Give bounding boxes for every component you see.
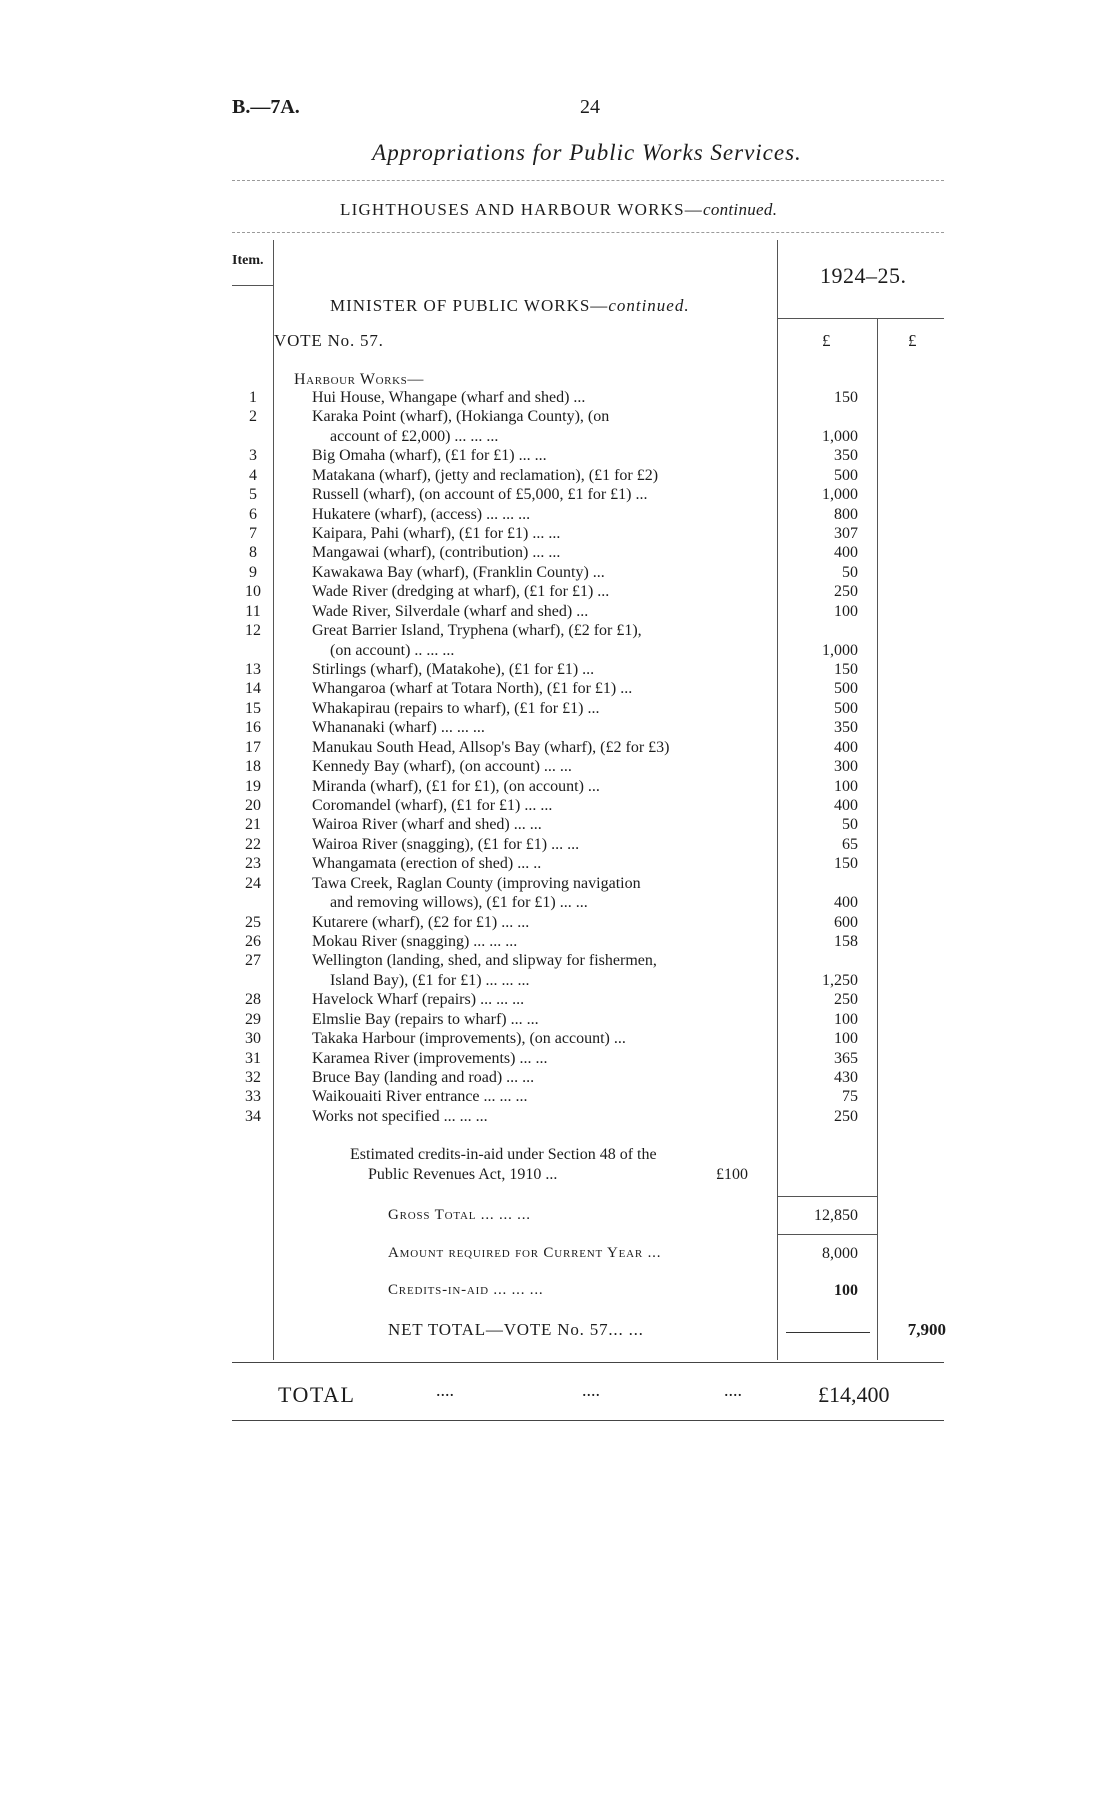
item-amount: 250 [834,1107,858,1125]
item-description: Island Bay), (£1 for £1) ... ... ... [330,971,530,989]
item-number: 4 [249,466,257,484]
item-amount: 400 [834,544,858,562]
grand-total-amount: £14,400 [818,1382,890,1407]
item-number: 6 [249,505,257,523]
item-number: 18 [245,758,261,776]
item-number: 29 [245,1010,261,1028]
item-number: 19 [245,777,261,795]
item-amount: 400 [834,738,858,756]
total-label: TOTAL [278,1382,356,1407]
item-number: 34 [245,1107,261,1125]
item-amount: 365 [834,1049,858,1067]
item-header-underline [232,285,274,286]
item-number: 2 [249,408,257,426]
item-description: Whakapirau (repairs to wharf), (£1 for £1) ... [312,699,600,717]
item-amount: 430 [834,1069,858,1087]
item-amount: 150 [834,855,858,873]
amount-unit-pounds: £ [822,331,831,350]
item-description: Wairoa River (wharf and shed) ... ... [312,816,542,834]
item-number: 10 [245,583,261,601]
amount-required-value: 8,000 [822,1245,858,1262]
minister-heading-main: MINISTER OF PUBLIC WORKS— [330,296,609,315]
item-amount: 500 [834,466,858,484]
item-amount: 75 [842,1088,858,1106]
item-description: Takaka Harbour (improvements), (on account) ... [312,1030,626,1048]
year-header-underline [777,318,944,319]
item-description: Havelock Wharf (repairs) ... ... ... [312,991,525,1009]
item-description: Coromandel (wharf), (£1 for £1) ... ... [312,797,553,815]
gross-total-label: Gross Total ... ... ... [388,1207,531,1223]
item-number: 26 [245,933,261,951]
total-dots-1: .... [436,1380,454,1400]
item-number: 20 [245,797,261,815]
item-description: Matakana (wharf), (jetty and reclamation), (£1 for £2) [312,466,659,484]
item-amount: 800 [834,505,858,523]
title-divider [232,180,944,181]
section-heading-continued: continued. [702,200,778,219]
estimate-amount: £100 [716,1166,748,1183]
net-total-label: NET TOTAL—VOTE No. 57... ... [388,1320,644,1339]
total-bottom-rule [232,1420,944,1421]
item-description: Tawa Creek, Raglan County (improving navigation [312,874,641,892]
item-amount: 1,250 [822,971,858,989]
item-amount: 100 [834,777,858,795]
minister-heading-continued: continued. [608,296,690,315]
item-amount: 307 [834,525,858,542]
item-description: Wade River (dredging at wharf), (£1 for £1) ... [312,583,610,601]
item-description: Great Barrier Island, Tryphena (wharf), (£2 for £1), [312,622,642,640]
item-description: Whangaroa (wharf at Totara North), (£1 for £1) ... [312,680,633,698]
item-amount: 300 [834,758,858,776]
item-amount: 250 [834,991,858,1009]
section-divider [232,232,944,233]
total-unit-pounds: £ [908,331,917,350]
item-number: 31 [245,1049,261,1067]
item-description: Wellington (landing, shed, and slipway for fishermen, [312,952,657,970]
item-amount: 100 [834,602,858,620]
year-column-header: 1924–25. [820,263,907,288]
item-description: Bruce Bay (landing and road) ... ... [312,1069,535,1087]
total-dots-2: .... [582,1380,600,1400]
item-column-rule [273,240,274,1360]
item-description: Wairoa River (snagging), (£1 for £1) ... ... [312,835,580,853]
section-heading-main: LIGHTHOUSES AND HARBOUR WORKS— [340,200,703,219]
item-number: 23 [245,855,261,873]
item-amount: 100 [834,1030,858,1048]
item-number: 13 [245,661,261,679]
description-column-rule [777,240,778,1360]
item-description: Waikouaiti River entrance ... ... ... [312,1088,528,1106]
item-number: 9 [249,563,257,581]
item-amount: 400 [834,797,858,815]
item-amount: 500 [834,699,858,717]
item-number: 21 [245,816,261,834]
item-description: Elmslie Bay (repairs to wharf) ... ... [312,1010,539,1028]
item-description: Kutarere (wharf), (£2 for £1) ... ... [312,913,530,931]
item-amount: 250 [834,583,858,601]
item-number: 12 [245,622,261,640]
item-description: Miranda (wharf), (£1 for £1), (on account) ... [312,777,600,795]
item-description: Mokau River (snagging) ... ... ... [312,933,518,951]
item-amount: 350 [834,447,858,465]
amount-column-rule [877,318,878,1360]
item-number: 14 [245,680,261,698]
page-number: 24 [580,96,600,118]
item-amount: 50 [842,816,858,834]
item-description: Hukatere (wharf), (access) ... ... ... [312,505,531,523]
credits-in-aid-amount: 100 [834,1282,858,1299]
total-top-rule [232,1362,944,1363]
item-number: 28 [245,991,261,1009]
item-number: 11 [245,602,261,620]
item-description: (on account) .. ... ... [330,641,455,659]
item-description: Big Omaha (wharf), (£1 for £1) ... ... [312,447,547,465]
item-description: Manukau South Head, Allsop's Bay (wharf), (£2 for £3) [312,738,670,756]
item-amount: 150 [834,661,858,679]
item-amount: 100 [834,1010,858,1028]
item-number: 5 [249,486,257,504]
item-number: 15 [245,699,261,717]
item-amount: 150 [834,389,858,406]
item-description: Whangamata (erection of shed) ... .. [312,855,542,873]
item-amount: 65 [842,835,858,853]
item-description: Works not specified ... ... ... [312,1107,488,1125]
item-description: Stirlings (wharf), (Matakohe), (£1 for £1) ... [312,661,595,679]
net-total-dash [786,1332,870,1333]
item-amount: 1,000 [822,486,858,504]
item-number: 25 [245,913,261,931]
item-description: Wade River, Silverdale (wharf and shed) ... [312,602,589,620]
item-number: 24 [245,874,261,892]
item-number: 27 [245,952,261,970]
item-number: 8 [249,544,257,562]
item-amount: 600 [834,913,858,931]
item-description: Mangawai (wharf), (contribution) ... ... [312,544,561,562]
document-reference: B.—7A. [232,96,300,118]
item-number: 33 [245,1088,261,1106]
section-heading [340,200,777,220]
item-number: 1 [249,389,257,406]
gross-total-rule [777,1196,877,1197]
item-column-header: Item. [232,253,264,268]
item-description: Karamea River (improvements) ... ... [312,1049,548,1067]
item-description: Whananaki (wharf) ... ... ... [312,719,485,737]
item-amount: 158 [834,933,858,951]
estimate-note-line2: Public Revenues Act, 1910 ... [368,1166,558,1183]
item-description: Hui House, Whangape (wharf and shed) ... [312,389,586,406]
item-description: Kennedy Bay (wharf), (on account) ... ... [312,758,572,776]
vote-number: VOTE No. 57. [274,331,384,350]
item-number: 17 [245,738,261,756]
item-number: 7 [249,525,257,542]
item-amount: 400 [834,894,858,912]
item-description: Kawakawa Bay (wharf), (Franklin County) ... [312,563,605,581]
item-description: Kaipara, Pahi (wharf), (£1 for £1) ... ... [312,525,561,542]
item-description: Karaka Point (wharf), (Hokianga County), (on [312,408,610,426]
item-number: 16 [245,719,261,737]
item-number: 3 [249,447,257,465]
item-amount: 1,000 [822,641,858,659]
amount-required-label: Amount required for Current Year ... [388,1245,662,1261]
estimate-note-line1: Estimated credits-in-aid under Section 48 of the [350,1146,657,1163]
page-title: Appropriations for Public Works Services. [372,140,802,165]
item-amount: 1,000 [822,427,858,445]
item-number: 32 [245,1069,261,1087]
item-amount: 350 [834,719,858,737]
minister-heading [330,296,690,316]
required-rule [777,1234,877,1235]
item-number: 30 [245,1030,261,1048]
net-total-amount: 7,900 [907,1320,946,1339]
item-description: Russell (wharf), (on account of £5,000, £1 for £1) ... [312,486,648,504]
item-amount: 500 [834,680,858,698]
item-description: and removing willows), (£1 for £1) ... ... [330,894,588,912]
credits-in-aid-label: Credits-in-aid ... ... ... [388,1282,544,1298]
harbour-works-subheading: Harbour Works— [294,371,424,388]
gross-total-amount: 12,850 [814,1207,858,1224]
total-dots-3: .... [724,1380,742,1400]
item-amount: 50 [842,563,858,581]
item-description: account of £2,000) ... ... ... [330,427,499,445]
item-number: 22 [245,835,261,853]
